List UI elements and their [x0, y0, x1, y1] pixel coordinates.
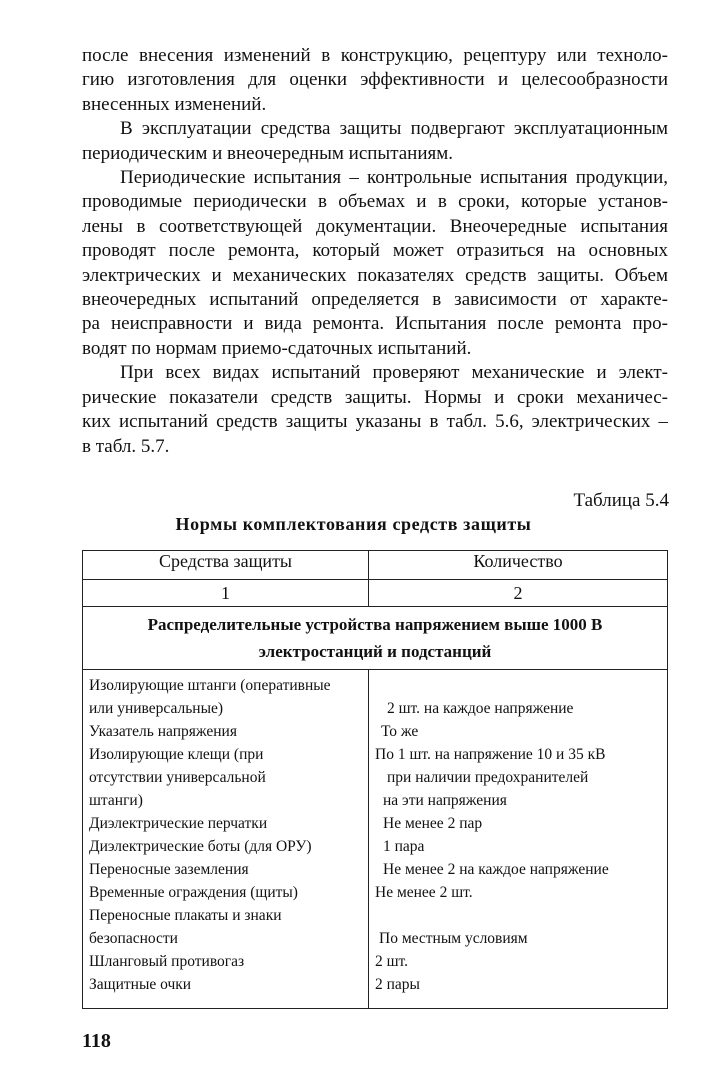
item-line: Изолирующие штанги (оперативные	[89, 677, 331, 694]
item-line: безопасности	[89, 930, 178, 947]
page-number: 118	[82, 1030, 111, 1052]
column-number-1: 1	[83, 580, 369, 607]
text-line: рические показатели средств защиты. Нормы и сроки механичес-	[82, 386, 668, 408]
text-line: В эксплуатации средства защиты подвергают эксплуатационным	[120, 118, 668, 140]
quantity-line: на эти напряжения	[383, 792, 507, 809]
quantity-line: То же	[381, 723, 419, 740]
text-line: ра неисправности и вида ремонта. Испытания после ремонта про-	[82, 313, 668, 335]
column-number-2: 2	[369, 580, 668, 607]
quantity-cell	[369, 670, 668, 1009]
quantity-line: По 1 шт. на напряжение 10 и 35 кВ	[375, 746, 606, 763]
text-line: периодическим и внеочередным испытаниям.	[82, 142, 454, 164]
item-line: Переносные заземления	[89, 861, 249, 878]
item-line: штанги)	[89, 792, 143, 809]
item-line: Временные ограждения (щиты)	[89, 884, 298, 901]
text-line: ких испытаний средств защиты указаны в табл. 5.6, электрических –	[82, 411, 668, 433]
item-line: Защитные очки	[89, 976, 192, 993]
norms-table	[82, 550, 668, 1009]
page-body	[82, 44, 668, 459]
quantity-line: при наличии предохранителей	[387, 769, 589, 786]
quantity-line: Не менее 2 шт.	[375, 884, 473, 901]
paragraph-1	[82, 44, 668, 117]
text-line: гию изготовления для оценки эффективности и целесообразности	[82, 69, 668, 91]
text-line: проводят после ремонта, который может отразиться на основных	[82, 240, 668, 262]
text-line: проводимые периодически в объемах и в сроки, которые установ-	[82, 191, 668, 213]
text-line: внеочередных испытаний определяется в зависимости от характе-	[82, 289, 668, 311]
quantity-line	[369, 674, 667, 697]
item-line: Указатель напряжения	[89, 723, 237, 740]
paragraph-2	[82, 117, 668, 166]
item-line: Изолирующие клещи (при	[89, 746, 264, 763]
text-line: Периодические испытания – контрольные испытания продукции,	[120, 167, 668, 189]
quantity-line	[369, 904, 667, 927]
text-line: после внесения изменений в конструкцию, рецептуру или техноло-	[82, 45, 668, 66]
quantity-line: Не менее 2 на каждое напряжение	[383, 861, 609, 878]
text-line: лены в соответствующей документации. Внеочередные испытания	[82, 215, 668, 237]
header-quantity: Количество	[369, 551, 668, 580]
quantity-line: 2 пары	[375, 976, 420, 993]
text-line: водят по нормам приемо-сдаточных испытаний.	[82, 337, 472, 359]
quantity-line: 2 шт.	[375, 953, 409, 970]
paragraph-3	[82, 166, 668, 361]
quantity-line: По местным условиям	[379, 930, 528, 947]
quantity-line: 1 пара	[383, 838, 425, 855]
paragraph-4	[82, 361, 668, 459]
text-line: При всех видах испытаний проверяют механические и элект-	[120, 362, 668, 384]
item-line: или универсальные)	[89, 700, 224, 717]
protective-means-cell	[83, 670, 369, 1009]
text-line: внесенных изменений.	[82, 93, 267, 115]
text-line: в табл. 5.7.	[82, 435, 170, 457]
section-line: электростанций и подстанций	[258, 642, 492, 661]
item-line: Диэлектрические боты (для ОРУ)	[89, 838, 312, 855]
section-line: Распределительные устройства напряжением выше 1000 В	[147, 615, 603, 634]
table-caption: Таблица 5.4	[573, 490, 669, 511]
item-line: Переносные плакаты и знаки	[89, 907, 282, 924]
header-protective-means: Средства защиты	[83, 551, 369, 580]
table-title: Нормы комплектования средств защиты	[175, 514, 532, 534]
quantity-line: 2 шт. на каждое напряжение	[387, 700, 574, 717]
item-line: Диэлектрические перчатки	[89, 815, 268, 832]
item-line: отсутствии универсальной	[89, 769, 266, 786]
section-heading	[83, 607, 668, 670]
quantity-line: Не менее 2 пар	[383, 815, 483, 832]
item-line: Шланговый противогаз	[89, 953, 245, 970]
text-line: электрических и механических показателях средств защиты. Объем	[82, 264, 668, 286]
